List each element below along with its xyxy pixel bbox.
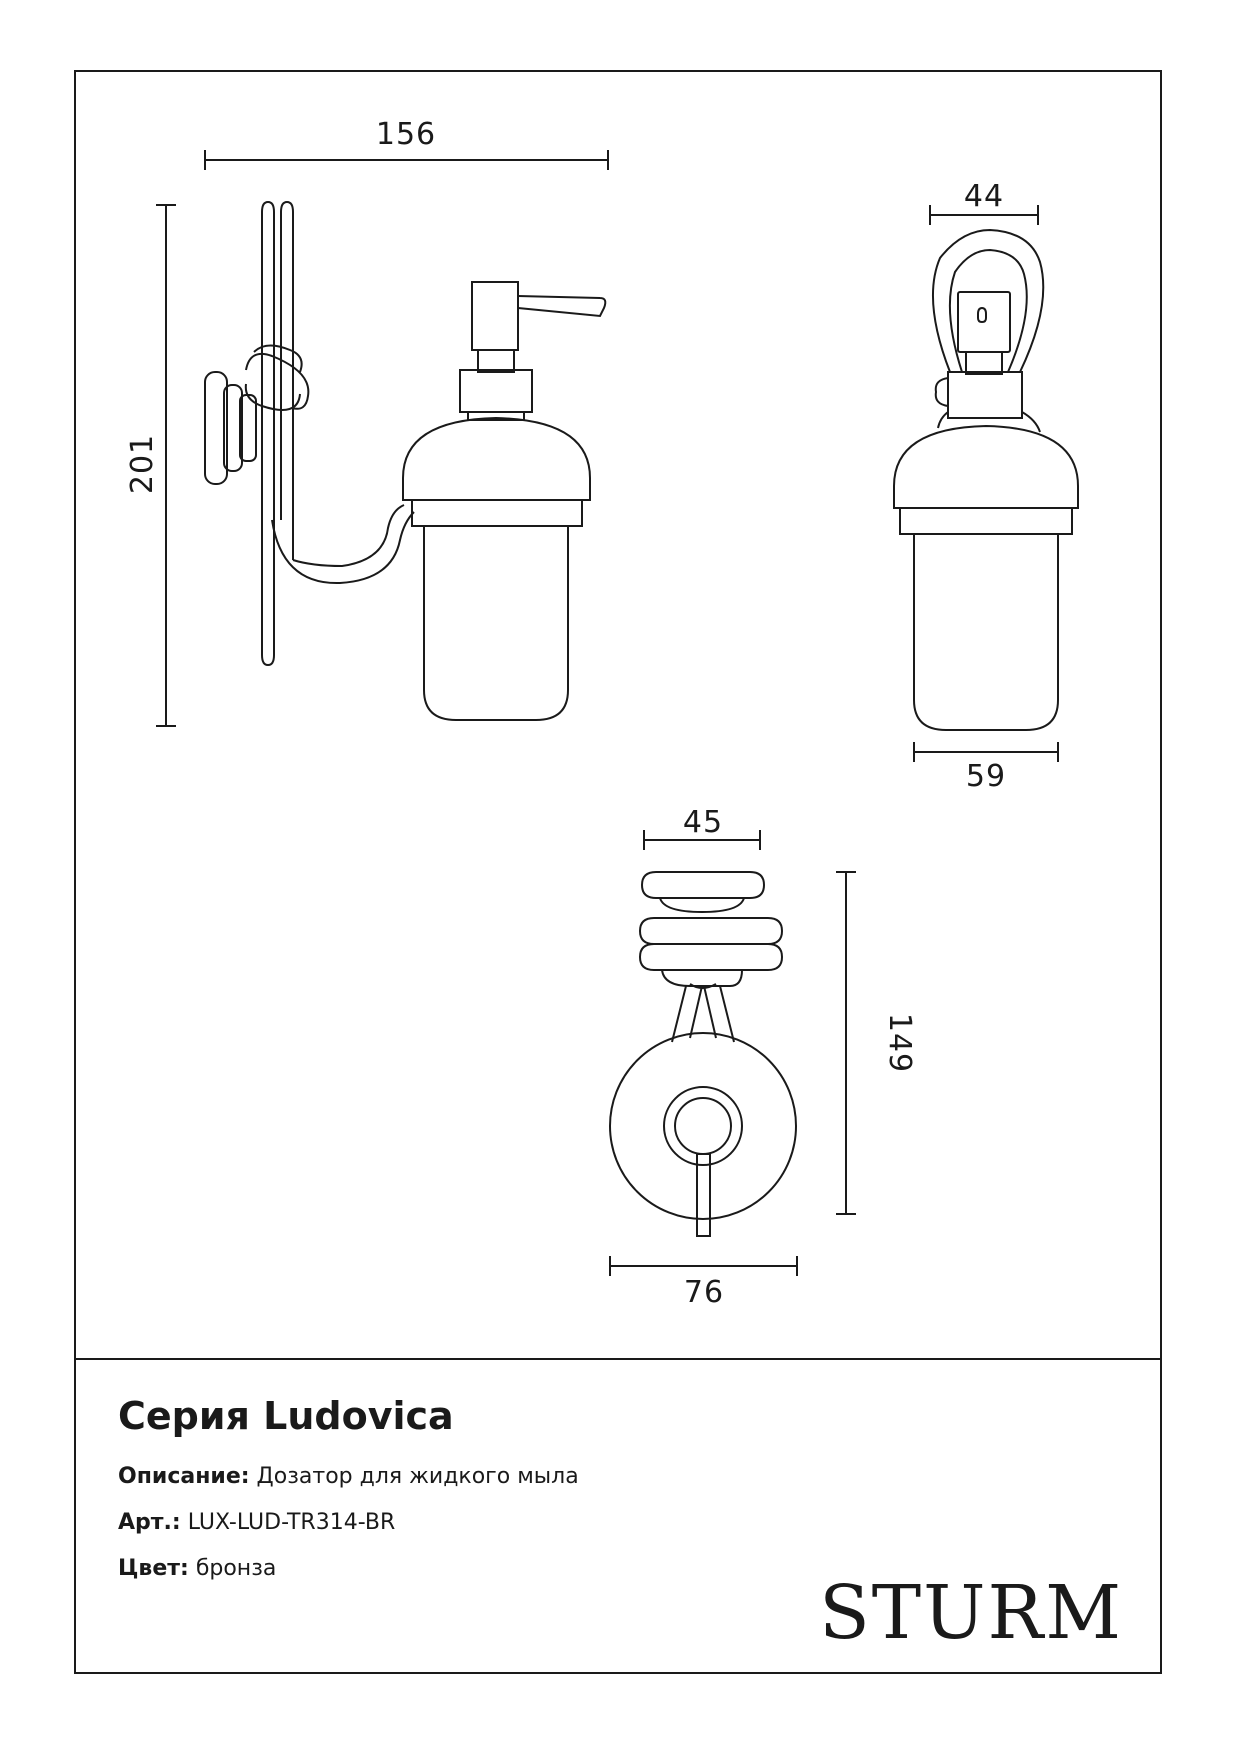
dim-label-top-width: 45 (682, 805, 724, 840)
dimension-front-top-width (930, 179, 1038, 225)
article-label: Арт.: (118, 1510, 181, 1535)
color-label: Цвет: (118, 1556, 189, 1581)
brand-logo: STURM (819, 1570, 1123, 1656)
description-value: Дозатор для жидкого мыла (256, 1464, 579, 1489)
color-value: бронза (195, 1556, 277, 1581)
dim-label-side-width: 156 (375, 117, 437, 152)
description-label: Описание: (118, 1464, 250, 1489)
dimension-top-width (644, 805, 760, 850)
series-title: Серия Ludovica (118, 1394, 454, 1438)
article-row (118, 1510, 395, 1535)
dim-label-top-height: 149 (882, 1012, 917, 1074)
color-row (118, 1556, 276, 1581)
dimension-top-bottom-width (610, 1256, 797, 1310)
dim-label-front-bottom-width: 59 (965, 759, 1007, 794)
dim-label-side-height: 201 (125, 433, 160, 495)
article-value: LUX-LUD-TR314-BR (187, 1510, 396, 1535)
dimension-front-bottom-width (914, 742, 1058, 794)
top-view (610, 805, 917, 1310)
dim-label-top-bottom-width: 76 (683, 1275, 725, 1310)
dimension-side-height (125, 205, 176, 726)
dimension-top-height (836, 872, 917, 1214)
dim-label-front-top-width: 44 (963, 179, 1005, 214)
side-view (125, 117, 608, 726)
description-row (118, 1464, 579, 1489)
front-view (894, 179, 1078, 794)
dimension-side-width (205, 117, 608, 170)
